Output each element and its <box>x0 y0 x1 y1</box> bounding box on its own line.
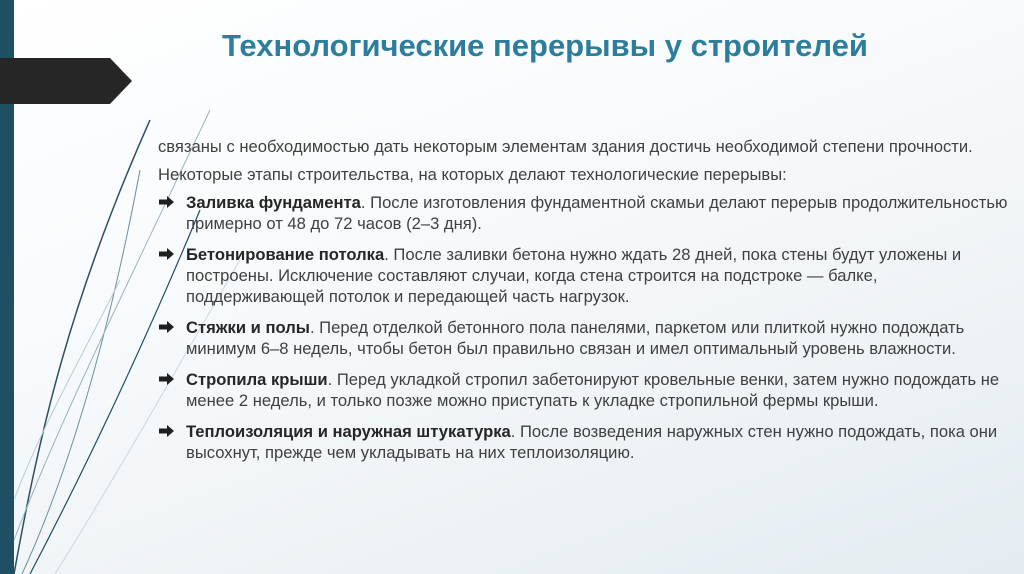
arrow-bullet-icon <box>158 246 176 262</box>
item-title: Бетонирование потолка <box>186 245 385 264</box>
item-title: Стропила крыши <box>186 370 328 389</box>
arrow-bullet-icon <box>158 423 176 439</box>
item-text: . После возведения наружных стен нужно подождать, пока они высохнут, прежде чем укладывать на них теплоизоляцию. <box>186 422 998 462</box>
list-item <box>158 317 1008 359</box>
arrow-bullet-icon <box>158 371 176 387</box>
bullet-list <box>158 192 1008 463</box>
list-item <box>158 369 1008 411</box>
item-title: Теплоизоляция и наружная штукатурка <box>186 422 511 441</box>
slide-title: Технологические перерывы у строителей <box>222 28 868 63</box>
list-item <box>158 421 1008 463</box>
slide-body <box>158 136 1008 473</box>
intro-paragraph: связаны с необходимостью дать некоторым элементам здания достичь необходимой степени прочности. <box>158 137 973 156</box>
list-item <box>158 192 1008 234</box>
arrow-tab-shape <box>0 58 132 104</box>
arrow-bullet-icon <box>158 319 176 335</box>
arrow-bullet-icon <box>158 194 176 210</box>
item-title: Заливка фундамента <box>186 193 361 212</box>
item-text: . После заливки бетона нужно ждать 28 дней, пока стены будут уложены и построены. Исключение составляют случаи, когда стена строится на подстроке — балке, поддерживающей потолок и передающей часть нагрузок. <box>186 245 962 306</box>
item-text: . После изготовления фундаментной скамьи делают перерыв продолжительностью примерно от 48 до 72 часов (2–3 дня). <box>186 193 1008 233</box>
lead-paragraph: Некоторые этапы строительства, на которых делают технологические перерывы: <box>158 165 787 184</box>
item-title: Стяжки и полы <box>186 318 310 337</box>
item-text: . Перед укладкой стропил забетонируют кровельные венки, затем нужно подождать не менее 2 недель, и только позже можно приступать к укладке стропильной фермы крыши. <box>186 370 1000 410</box>
item-text: . Перед отделкой бетонного пола панелями, паркетом или плиткой нужно подождать минимум 6–8 недель, чтобы бетон был правильно связан и имел оптимальный уровень влажности. <box>186 318 965 358</box>
list-item <box>158 244 1008 307</box>
